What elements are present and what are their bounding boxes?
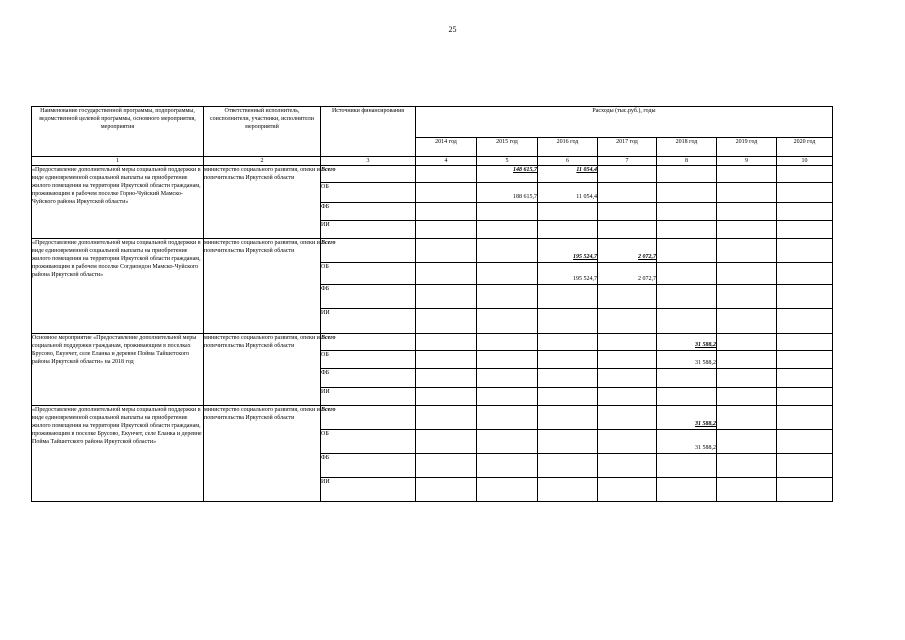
header-year: 2019 год [717, 138, 777, 157]
header-year: 2016 год [538, 138, 598, 157]
value-cell: 2 072,7 [598, 263, 657, 285]
value-cell [538, 334, 598, 351]
source-cell: ФБ [321, 454, 416, 478]
value-cell [717, 309, 777, 334]
value-cell [598, 166, 657, 183]
value-cell [416, 285, 477, 309]
value-cell: 31 588,2 [657, 334, 717, 351]
source-cell: Всего [321, 334, 416, 351]
column-number: 2 [204, 157, 321, 166]
value-cell [717, 263, 777, 285]
value-cell [477, 203, 538, 221]
value-cell [598, 334, 657, 351]
value-cell [598, 388, 657, 406]
column-number: 1 [32, 157, 204, 166]
source-cell: Всего [321, 166, 416, 183]
value-cell [477, 285, 538, 309]
header-source: Источники финансирования [321, 107, 416, 157]
value-cell [717, 478, 777, 502]
value-cell [777, 183, 833, 203]
value-cell [598, 221, 657, 239]
column-number: 6 [538, 157, 598, 166]
value-cell [416, 478, 477, 502]
value-cell [416, 166, 477, 183]
source-cell: ИИ [321, 309, 416, 334]
value-cell [416, 239, 477, 263]
value-cell [777, 351, 833, 369]
value-cell [777, 406, 833, 430]
value-cell [416, 183, 477, 203]
budget-table [31, 106, 833, 502]
column-number: 10 [777, 157, 833, 166]
value-cell [416, 369, 477, 388]
value-cell: 11 054,4 [538, 166, 598, 183]
executor-cell: министерство социального развития, опеки и попечительства Иркутской области [204, 239, 321, 334]
value-cell [416, 309, 477, 334]
header-expenses: Расходы (тыс.руб.), годы [416, 107, 833, 138]
value-cell [598, 430, 657, 454]
value-cell [777, 239, 833, 263]
table-body [32, 166, 833, 502]
value-cell [598, 203, 657, 221]
value-cell [657, 183, 717, 203]
value-cell [416, 334, 477, 351]
value-cell [538, 309, 598, 334]
value-cell [717, 388, 777, 406]
header-executor: Ответственный исполнитель, соисполнители, участники, исполнители мероприятий [204, 107, 321, 157]
value-cell [657, 239, 717, 263]
value-cell: 31 588,2 [657, 406, 717, 430]
value-cell [538, 285, 598, 309]
value-cell [416, 221, 477, 239]
header-row [32, 107, 833, 138]
value-cell [777, 369, 833, 388]
value-cell [416, 203, 477, 221]
value-cell [416, 406, 477, 430]
program-name-cell: «Предоставление дополнительной меры социальной поддержки в виде единовременной социальной выплаты на приобретение жилого помещения на территории Иркутской области гражданам, проживающим в поселке Брусово, Екунчет, селе Еланка и деревне Пойма Тайшетского района Иркутской области» [32, 406, 204, 502]
value-cell [538, 454, 598, 478]
value-cell [717, 334, 777, 351]
value-cell [777, 478, 833, 502]
value-cell [598, 309, 657, 334]
value-cell [657, 454, 717, 478]
value-cell [416, 388, 477, 406]
source-cell: ОБ [321, 183, 416, 203]
column-numbers-row [32, 157, 833, 166]
value-cell [538, 478, 598, 502]
value-cell [477, 388, 538, 406]
value-cell [477, 309, 538, 334]
value-cell [657, 309, 717, 334]
column-number: 4 [416, 157, 477, 166]
value-cell [717, 183, 777, 203]
program-name-cell: Основное мероприятие «Предоставление дополнительной меры социальной поддержки гражданам, проживающим в поселках Брусово, Екунчет, селе Еланка и деревне Пойма Тайшетского района Иркутской области» на 2018 год [32, 334, 204, 406]
value-cell [717, 351, 777, 369]
value-cell [598, 285, 657, 309]
value-cell [657, 285, 717, 309]
source-cell: ОБ [321, 351, 416, 369]
value-cell [477, 351, 538, 369]
header-year: 2014 год [416, 138, 477, 157]
source-cell: ОБ [321, 430, 416, 454]
value-cell [477, 239, 538, 263]
value-cell [598, 369, 657, 388]
value-cell [657, 263, 717, 285]
executor-cell: министерство социального развития, опеки и попечительства Иркутской области [204, 166, 321, 239]
value-cell [477, 406, 538, 430]
value-cell [538, 369, 598, 388]
value-cell [717, 369, 777, 388]
value-cell [416, 430, 477, 454]
value-cell [777, 388, 833, 406]
value-cell [477, 334, 538, 351]
value-cell [416, 454, 477, 478]
value-cell [598, 183, 657, 203]
page-number: 25 [448, 25, 457, 34]
column-number: 5 [477, 157, 538, 166]
value-cell [717, 166, 777, 183]
value-cell [477, 221, 538, 239]
value-cell: 31 588,2 [657, 351, 717, 369]
value-cell [598, 478, 657, 502]
value-cell: 195 524,7 [538, 239, 598, 263]
value-cell [717, 406, 777, 430]
header-year: 2015 год [477, 138, 538, 157]
column-number: 8 [657, 157, 717, 166]
source-cell: ИИ [321, 388, 416, 406]
value-cell [717, 430, 777, 454]
value-cell [777, 263, 833, 285]
value-cell [477, 478, 538, 502]
source-cell: ИИ [321, 221, 416, 239]
value-cell [777, 203, 833, 221]
value-cell [598, 454, 657, 478]
value-cell [598, 406, 657, 430]
value-cell: 188 615,7 [477, 183, 538, 203]
value-cell [538, 430, 598, 454]
header-year: 2017 год [598, 138, 657, 157]
value-cell [657, 478, 717, 502]
value-cell [538, 351, 598, 369]
value-cell [717, 203, 777, 221]
table-row [32, 334, 833, 351]
value-cell [777, 221, 833, 239]
table-row [32, 166, 833, 183]
value-cell [657, 221, 717, 239]
header-year: 2020 год [777, 138, 833, 157]
source-cell: ФБ [321, 285, 416, 309]
value-cell [777, 166, 833, 183]
value-cell [477, 430, 538, 454]
value-cell [538, 388, 598, 406]
source-cell: ФБ [321, 369, 416, 388]
value-cell [657, 203, 717, 221]
value-cell: 31 588,2 [657, 430, 717, 454]
value-cell [717, 454, 777, 478]
value-cell [777, 430, 833, 454]
value-cell [657, 388, 717, 406]
source-cell: ФБ [321, 203, 416, 221]
value-cell [777, 334, 833, 351]
table-row [32, 406, 833, 430]
source-cell: ОБ [321, 263, 416, 285]
value-cell [538, 203, 598, 221]
value-cell [538, 221, 598, 239]
source-cell: ИИ [321, 478, 416, 502]
value-cell [477, 369, 538, 388]
column-number: 9 [717, 157, 777, 166]
column-number: 7 [598, 157, 657, 166]
value-cell [416, 263, 477, 285]
value-cell [717, 221, 777, 239]
source-cell: Всего [321, 239, 416, 263]
value-cell [777, 454, 833, 478]
source-cell: Всего [321, 406, 416, 430]
header-program: Наименование государственной программы, подпрограммы, ведомственной целевой программы, основного мероприятия, мероприятия [32, 107, 204, 157]
value-cell [598, 351, 657, 369]
program-name-cell: «Предоставление дополнительной меры социальной поддержки в виде единовременной социальной выплаты на приобретение жилого помещения на территории Иркутской области гражданам, проживающим в рабочем поселке Согдиондон Мамско-Чуйского района Иркутской области» [32, 239, 204, 334]
value-cell [717, 239, 777, 263]
value-cell: 148 615,7 [477, 166, 538, 183]
value-cell [777, 309, 833, 334]
value-cell [477, 263, 538, 285]
value-cell [416, 351, 477, 369]
value-cell [538, 406, 598, 430]
value-cell [717, 285, 777, 309]
table-row [32, 239, 833, 263]
value-cell [777, 285, 833, 309]
value-cell [477, 454, 538, 478]
column-number: 3 [321, 157, 416, 166]
value-cell [657, 166, 717, 183]
executor-cell: министерство социального развития, опеки и попечительства Иркутской области [204, 406, 321, 502]
executor-cell: министерство социального развития, опеки и попечительства Иркутской области [204, 334, 321, 406]
program-name-cell: «Предоставление дополнительной меры социальной поддержки в виде единовременной социальной выплаты на приобретение жилого помещения на территории Иркутской области гражданам, проживающим в рабочем поселке Горно-Чуйский Мамско-Чуйского района Иркутской области» [32, 166, 204, 239]
value-cell: 2 072,7 [598, 239, 657, 263]
header-year: 2018 год [657, 138, 717, 157]
value-cell [657, 369, 717, 388]
value-cell: 195 524,7 [538, 263, 598, 285]
value-cell: 11 054,4 [538, 183, 598, 203]
